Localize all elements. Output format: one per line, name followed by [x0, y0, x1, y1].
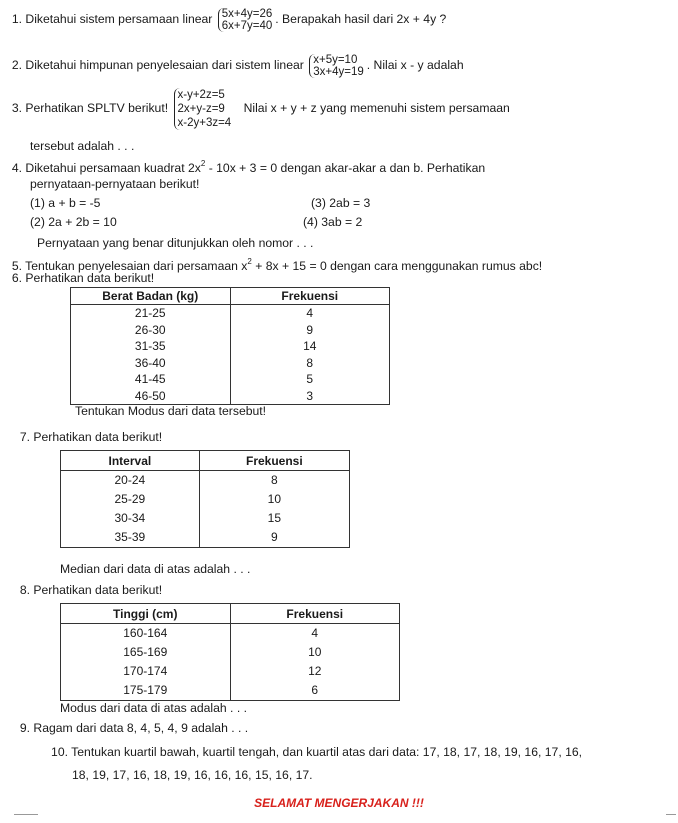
table-cell-frequency: 9 — [230, 322, 390, 339]
table-cell-frequency: 5 — [230, 371, 390, 388]
q2-post: . Nilai x - y adalah — [366, 58, 464, 73]
q4-statement-2: (2) 2a + 2b = 10 — [30, 215, 117, 229]
q6-table — [70, 287, 390, 405]
q4-text: Diketahui persamaan kuadrat 2x — [25, 161, 201, 175]
q1-eq2: 6x+7y=40 — [221, 20, 273, 32]
q2-eq1: x+5y=10 — [313, 54, 358, 66]
table-row — [71, 388, 390, 405]
q1-number: 1. — [11, 12, 22, 27]
q4-statement-1: (1) a + b = -5 — [30, 196, 101, 210]
table-cell-class: 160-164 — [61, 624, 231, 644]
table-header: Berat Badan (kg) — [71, 288, 231, 305]
question-4 — [0, 157, 485, 175]
question-9 — [0, 721, 248, 735]
table-header: Frekuensi — [230, 604, 400, 624]
table-row — [61, 624, 400, 644]
question-8 — [0, 583, 162, 597]
table-header-row — [61, 604, 400, 624]
table-cell-frequency: 14 — [230, 338, 390, 355]
table-row — [71, 322, 390, 339]
table-row — [71, 305, 390, 322]
q7-number: 7. — [19, 430, 30, 444]
table-row — [61, 471, 350, 491]
table-header-row — [71, 288, 390, 305]
q10-number: 10. — [51, 745, 68, 759]
page-corner-right — [666, 814, 676, 822]
q2-eq2: 3x+4y=19 — [313, 66, 364, 78]
q3-eq2: 2x+y-z=9 — [177, 103, 225, 115]
table-row — [61, 528, 350, 548]
q4-number: 4. — [11, 161, 22, 175]
question-1 — [0, 8, 446, 32]
q8-number: 8. — [19, 583, 30, 597]
question-3 — [0, 88, 510, 130]
question-6 — [0, 271, 154, 285]
table-cell-frequency: 4 — [230, 305, 390, 322]
footer-message: SELAMAT MENGERJAKAN !!! — [254, 796, 424, 810]
table-cell-frequency: 6 — [230, 681, 400, 701]
q6-number: 6. — [11, 271, 22, 285]
q3-number: 3. — [11, 101, 22, 116]
table-row — [61, 662, 400, 681]
q1-post: . Berapakah hasil dari 2x + 4y ? — [275, 12, 447, 27]
table-cell-class: 175-179 — [61, 681, 231, 701]
table-cell-class: 35-39 — [61, 528, 200, 548]
table-row — [61, 509, 350, 528]
q2-number: 2. — [11, 58, 22, 73]
table-header: Tinggi (cm) — [61, 604, 231, 624]
table-cell-class: 30-34 — [61, 509, 200, 528]
q3-eq1: x-y+2z=5 — [177, 89, 225, 101]
q3-system — [174, 88, 232, 130]
table-cell-frequency: 15 — [199, 509, 349, 528]
table-header: Frekuensi — [199, 451, 349, 471]
q4-statement-3: (3) 2ab = 3 — [311, 196, 371, 210]
q3-text: Perhatikan SPLTV berikut! — [25, 101, 169, 116]
q7-table — [60, 450, 350, 548]
q7-text: Perhatikan data berikut! — [33, 430, 163, 444]
q5-text: Tentukan penyelesaian dari persamaan x — [25, 259, 248, 273]
table-cell-frequency: 9 — [199, 528, 349, 548]
q5-post: + 8x + 15 = 0 dengan cara menggunakan rumus abc! — [255, 259, 543, 273]
table-row — [61, 681, 400, 701]
q9-number: 9. — [19, 721, 30, 735]
table-cell-class: 46-50 — [71, 388, 231, 405]
table-row — [61, 490, 350, 509]
table-cell-class: 41-45 — [71, 371, 231, 388]
table-cell-frequency: 8 — [199, 471, 349, 491]
table-cell-class: 25-29 — [61, 490, 200, 509]
q6-text: Perhatikan data berikut! — [25, 271, 155, 285]
table-cell-frequency: 3 — [230, 388, 390, 405]
table-cell-class: 31-35 — [71, 338, 231, 355]
table-cell-class: 26-30 — [71, 322, 231, 339]
table-cell-class: 36-40 — [71, 355, 231, 372]
table-header: Interval — [61, 451, 200, 471]
table-row — [61, 643, 400, 662]
q5-number: 5. — [11, 259, 22, 273]
q5-exponent: 2 — [247, 257, 252, 266]
q3-continuation: tersebut adalah . . . — [30, 139, 135, 153]
table-cell-frequency: 10 — [230, 643, 400, 662]
table-cell-class: 20-24 — [61, 471, 200, 491]
table-header: Frekuensi — [230, 288, 390, 305]
q4-post: - 10x + 3 = 0 dengan akar-akar a dan b. Perhatikan — [208, 161, 486, 175]
question-2 — [0, 54, 464, 78]
question-7 — [0, 430, 162, 444]
q4-exponent: 2 — [200, 159, 206, 168]
q4-statement-4: (4) 3ab = 2 — [303, 215, 363, 229]
q10-line2: 18, 19, 17, 16, 18, 19, 16, 16, 16, 15, 16, 17. — [72, 768, 313, 782]
q4-question: Pernyataan yang benar ditunjukkan oleh nomor . . . — [37, 236, 314, 250]
table-cell-frequency: 4 — [230, 624, 400, 644]
q3-post: Nilai x + y + z yang memenuhi sistem persamaan — [243, 101, 510, 116]
table-row — [71, 338, 390, 355]
q2-system — [309, 54, 364, 78]
q6-question: Tentukan Modus dari data tersebut! — [75, 404, 267, 418]
q3-eq3: x-2y+3z=4 — [177, 117, 232, 129]
q1-eq1: 5x+4y=26 — [221, 8, 273, 20]
q8-table — [60, 603, 400, 701]
table-cell-frequency: 12 — [230, 662, 400, 681]
table-cell-class: 165-169 — [61, 643, 231, 662]
q7-question: Median dari data di atas adalah . . . — [60, 562, 251, 576]
table-row — [71, 355, 390, 372]
table-cell-frequency: 10 — [199, 490, 349, 509]
q9-text: Ragam dari data 8, 4, 5, 4, 9 adalah . . . — [33, 721, 249, 735]
table-cell-class: 170-174 — [61, 662, 231, 681]
table-cell-frequency: 8 — [230, 355, 390, 372]
q8-text: Perhatikan data berikut! — [33, 583, 163, 597]
q1-system — [218, 8, 273, 32]
table-header-row — [61, 451, 350, 471]
q10-line1: Tentukan kuartil bawah, kuartil tengah, dan kuartil atas dari data: 17, 18, 17, 18, 19, 16, 17, 16, — [71, 745, 583, 759]
q8-question: Modus dari data di atas adalah . . . — [60, 701, 247, 715]
q2-text: Diketahui himpunan penyelesaian dari sistem linear — [25, 58, 304, 73]
q4-line2: pernyataan-pernyataan berikut! — [30, 177, 200, 191]
question-10 — [0, 745, 582, 759]
q1-text: Diketahui sistem persamaan linear — [25, 12, 213, 27]
page-corner-left — [14, 814, 38, 822]
table-row — [71, 371, 390, 388]
table-cell-class: 21-25 — [71, 305, 231, 322]
